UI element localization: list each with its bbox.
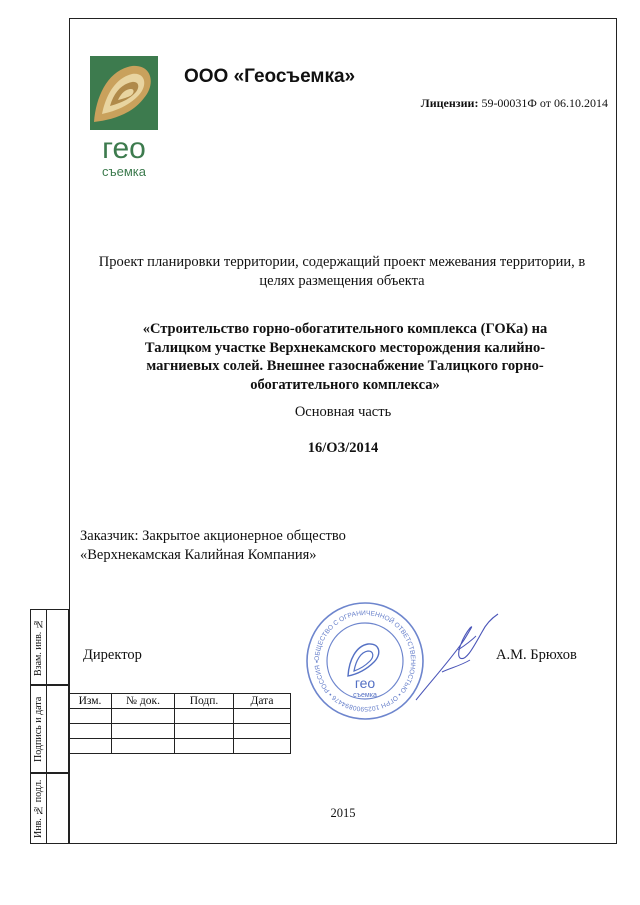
license-label: Лицензии: [420, 96, 479, 110]
company-name: ООО «Геосъемка» [184, 66, 356, 87]
seal-sub-text: съемка [353, 692, 377, 699]
document-part: Основная часть [294, 404, 392, 420]
document-code: 16/ОЗ/2014 [307, 440, 379, 456]
table-row [69, 739, 291, 754]
director-label: Директор [83, 647, 142, 663]
document-title: «Строительство горно-обогатительного комплекса (ГОКа) на Талицком участке Верхнекамского месторождения калийно-магниевых солей. Внешнее газоснабжение Талицкого горно-обогатительного комплекса» [142, 321, 548, 393]
customer-block [80, 527, 346, 565]
license-value: 59-00031Ф от 06.10.2014 [481, 96, 608, 110]
revision-table [68, 693, 291, 754]
director-name: А.М. Брюхов [496, 647, 577, 663]
rev-col-doc: № док. [112, 694, 175, 709]
logo-text-main: гео [102, 132, 146, 165]
rev-col-change: Изм. [69, 694, 112, 709]
table-row [69, 724, 291, 739]
seal-main-text: гео [354, 675, 376, 691]
logo-text-sub: съемка [102, 164, 146, 179]
license-line [421, 96, 608, 111]
revision-header-row [69, 694, 291, 709]
document-year: 2015 [330, 806, 356, 820]
customer-line-2: «Верхнекамская Калийная Компания» [80, 547, 317, 563]
director-signature [412, 610, 502, 705]
company-seal [304, 600, 426, 722]
rev-col-date: Дата [234, 694, 291, 709]
rev-col-sign: Подп. [175, 694, 234, 709]
seal-ring-text: ОБЩЕСТВО С ОГРАНИЧЕННОЙ ОТВЕТСТВЕННОСТЬЮ • ОГРН 1025900894476 • РОССИЯ • [313, 609, 417, 713]
side-label-replace: Взам. инв. № [33, 618, 44, 676]
table-row [69, 709, 291, 724]
document-intro: Проект планировки территории, содержащий проект межевания территории, в целях размещения объекта [98, 254, 586, 289]
side-label-signature: Подпись и дата [33, 696, 44, 762]
side-label-inventory: Инв. № подл. [33, 779, 44, 838]
customer-line-1: Заказчик: Закрытое акционерное общество [80, 528, 346, 544]
company-logo [90, 56, 158, 180]
